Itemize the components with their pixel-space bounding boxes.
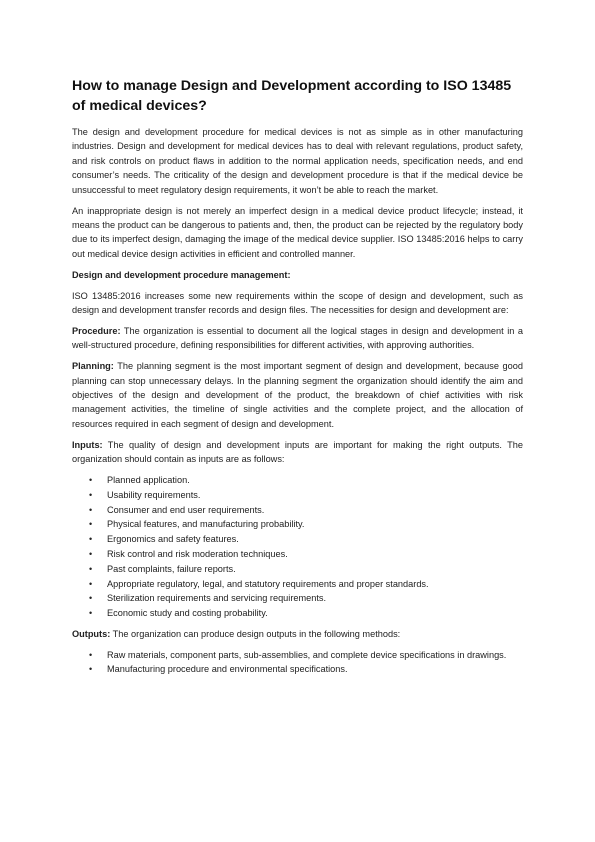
list-item-text: Manufacturing procedure and environmental specifications. [107,664,348,675]
list-item-text: Past complaints, failure reports. [107,563,236,574]
bullet-icon: • [89,578,93,589]
list-item-text: Risk control and risk moderation techniques. [107,549,288,560]
bullet-icon: • [89,475,93,486]
procedure-text: The organization is essential to document all the logical stages in design and development in a well-structured procedure, defining responsibilities for different activities, with approving authorities. [72,325,523,351]
list-item [72,562,523,576]
list-item-text: Appropriate regulatory, legal, and statutory requirements and proper standards. [107,578,429,589]
outputs-paragraph [72,627,523,641]
section-heading: Design and development procedure management: [72,269,291,280]
list-item [72,606,523,620]
bullet-icon: • [89,664,93,675]
planning-text: The planning segment is the most important segment of design and development, because good planning can stop unnecessary delays. In the planning segment the organization should identify the aim and objectives of the design and development of the product, the breakdown of chief activities with risk management activities, the timeline of single activities and the complete project, and the allocation of resources required in each segment of design and development. [72,361,523,429]
list-item-text: Raw materials, component parts, sub-assemblies, and complete device specifications in drawings. [107,649,507,660]
list-item-text: Sterilization requirements and servicing requirements. [107,593,327,604]
inputs-text: The quality of design and development inputs are important for making the right outputs. The organization should contain as inputs are as follows: [72,439,523,465]
list-item [72,503,523,517]
list-item [72,532,523,546]
inputs-label: Inputs: [72,439,103,450]
bullet-icon: • [89,608,93,619]
planning-paragraph [72,359,523,431]
list-item-text: Usability requirements. [107,489,201,500]
bullet-icon: • [89,519,93,530]
list-item-text: Ergonomics and safety features. [107,534,239,545]
bullet-icon: • [89,563,93,574]
page-title: How to manage Design and Development according to ISO 13485 of medical devices? [72,78,512,114]
bullet-icon: • [89,534,93,545]
list-item-text: Planned application. [107,475,190,486]
procedure-label: Procedure: [72,325,121,336]
list-item-text: Economic study and costing probability. [107,608,268,619]
planning-label: Planning: [72,361,114,372]
bullet-icon: • [89,549,93,560]
intro-paragraph-1: The design and development procedure for medical devices is not as simple as in other manufacturing industries. Design and development for medical devices has to deal with relevant regulations, product safety, and risk controls on product flaws in addition to the normal application needs, specification needs, and end consumer’s needs. The criticality of the design and development procedure is that if the medical device be unsuccessful to meet regulatory design requirements, it won’t be able to reach the market. [72,127,523,195]
list-item-text: Consumer and end user requirements. [107,504,265,515]
intro-paragraph-2: An inappropriate design is not merely an imperfect design in a medical device product lifecycle; instead, it means the product can be dangerous to patients and, then, the product can be rejected by the regulatory body due to its imperfect design, damaging the image of the medical device supplier. ISO 13485:2016 helps to carry out medical device design activities in efficient and controlled manner. [72,205,523,259]
bullet-icon: • [89,649,93,660]
bullet-icon: • [89,489,93,500]
list-item-text: Physical features, and manufacturing probability. [107,519,305,530]
list-item [72,591,523,605]
list-item [72,648,523,662]
list-item [72,662,523,676]
inputs-list [72,473,523,621]
procedure-paragraph [72,324,523,353]
outputs-list [72,648,523,677]
list-item [72,577,523,591]
list-item [72,473,523,487]
list-item [72,517,523,531]
outputs-text: The organization can produce design outputs in the following methods: [110,628,401,639]
list-item [72,547,523,561]
section-intro-paragraph: ISO 13485:2016 increases some new requirements within the scope of design and development, such as design and development transfer records and design files. The necessities for design and development are: [72,290,523,315]
inputs-paragraph [72,438,523,467]
outputs-label: Outputs: [72,628,111,639]
list-item [72,488,523,502]
bullet-icon: • [89,504,93,515]
document-page [72,76,523,683]
bullet-icon: • [89,593,93,604]
